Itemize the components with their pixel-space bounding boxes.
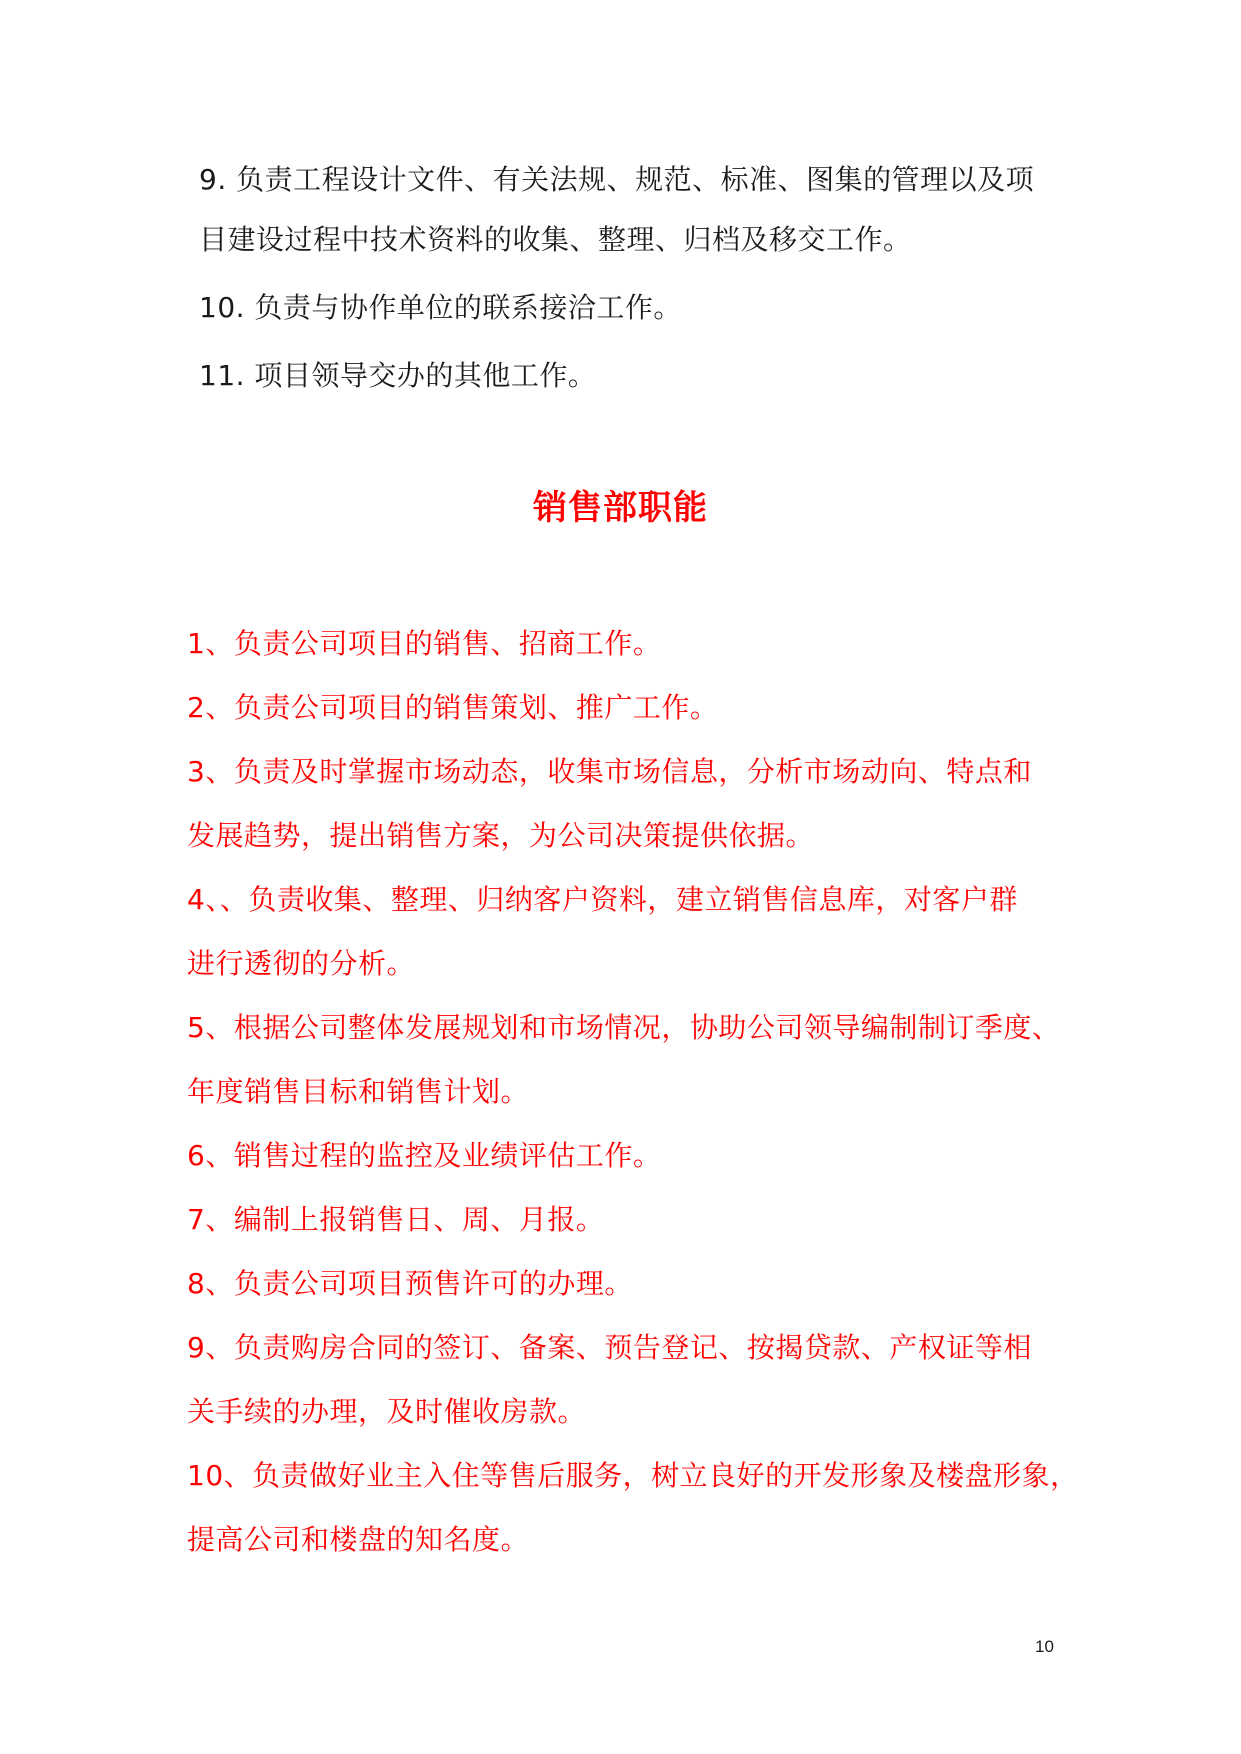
duty-item-9-line-1: 9. 负责工程设计文件、有关法规、规范、标准、图集的管理以及项 xyxy=(199,163,1035,196)
sales-duty-7: 7、编制上报销售日、周、月报。 xyxy=(187,1203,605,1236)
duty-item-9-line-2: 目建设过程中技术资料的收集、整理、归档及移交工作。 xyxy=(199,223,912,256)
sales-duty-4-line-2: 进行透彻的分析。 xyxy=(187,947,416,980)
section-title: 销售部职能 xyxy=(533,488,708,528)
sales-duty-5-line-1: 5、根据公司整体发展规划和市场情况，协助公司领导编制制订季度、 xyxy=(187,1011,1061,1044)
sales-duty-8: 8、负责公司项目预售许可的办理。 xyxy=(187,1267,633,1300)
sales-duty-10-line-2: 提高公司和楼盘的知名度。 xyxy=(187,1523,530,1556)
sales-duty-6: 6、销售过程的监控及业绩评估工作。 xyxy=(187,1139,662,1172)
sales-duty-1: 1、负责公司项目的销售、招商工作。 xyxy=(187,627,662,660)
sales-duty-9-line-1: 9、负责购房合同的签订、备案、预告登记、按揭贷款、产权证等相 xyxy=(187,1331,1032,1364)
sales-duty-4-line-1: 4、、负责收集、整理、归纳客户资料，建立销售信息库，对客户群 xyxy=(187,883,1018,916)
page-number: 10 xyxy=(1035,1637,1054,1656)
sales-duty-2: 2、负责公司项目的销售策划、推广工作。 xyxy=(187,691,719,724)
sales-duty-3-line-1: 3、负责及时掌握市场动态，收集市场信息，分析市场动向、特点和 xyxy=(187,755,1032,788)
sales-duty-9-line-2: 关手续的办理，及时催收房款。 xyxy=(187,1395,587,1428)
duty-item-10: 10. 负责与协作单位的联系接洽工作。 xyxy=(199,291,682,324)
duty-item-11: 11. 项目领导交办的其他工作。 xyxy=(199,359,597,392)
sales-duty-3-line-2: 发展趋势，提出销售方案，为公司决策提供依据。 xyxy=(187,819,815,852)
sales-duty-10-line-1: 10、负责做好业主入住等售后服务，树立良好的开发形象及楼盘形象， xyxy=(187,1459,1079,1492)
sales-duty-5-line-2: 年度销售目标和销售计划。 xyxy=(187,1075,530,1108)
